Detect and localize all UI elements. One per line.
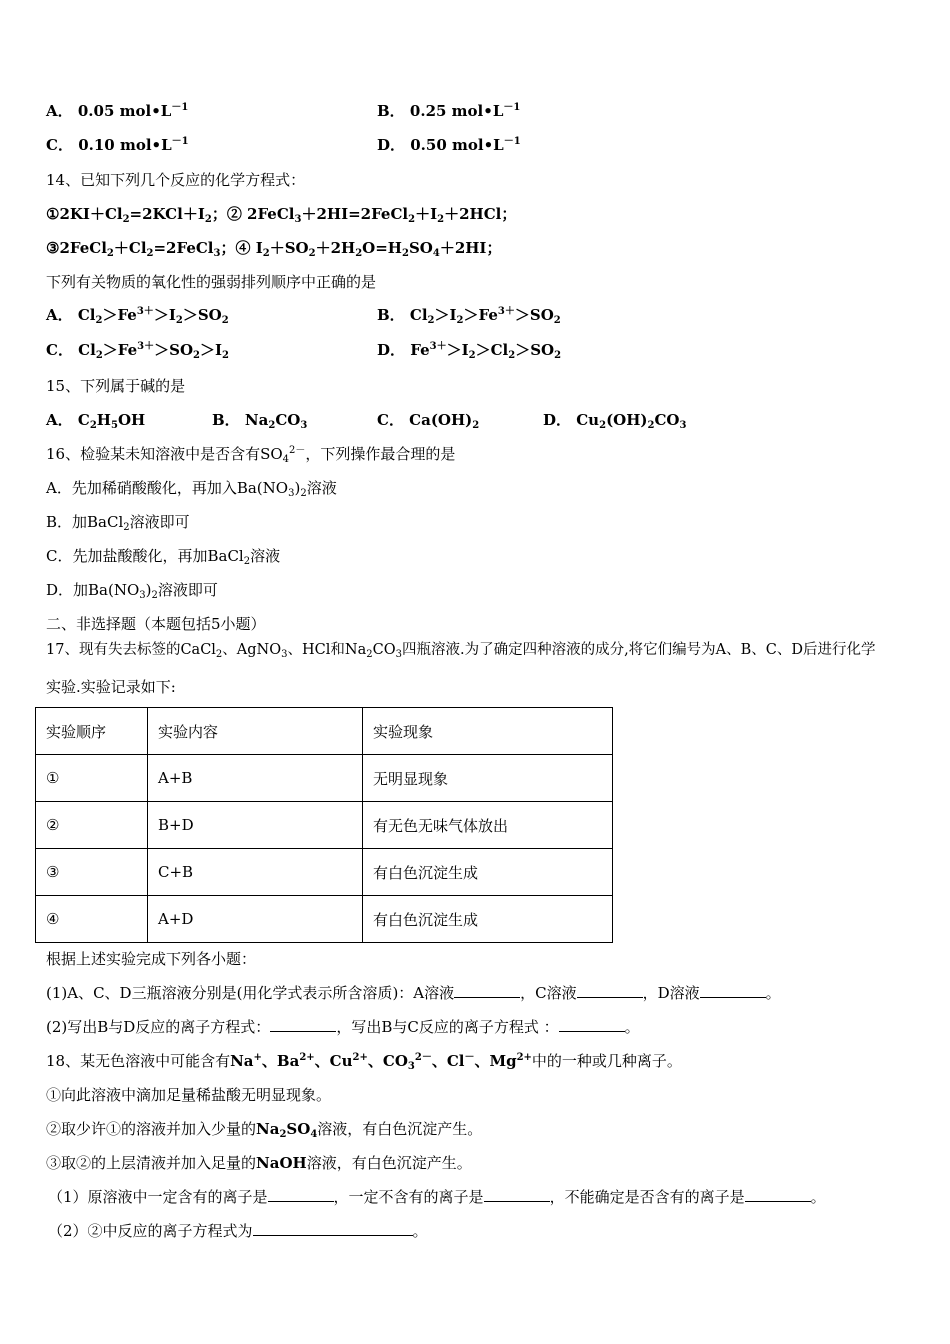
q18-step-2: ②取少许①的溶液并加入少量的$Na_2SO_4$溶液，有白色沉淀产生。 xyxy=(46,1120,483,1140)
experiment-table xyxy=(35,707,613,943)
q17-intro-2: 实验.实验记录如下: xyxy=(46,678,176,696)
answer-blank[interactable] xyxy=(745,1187,811,1202)
q16-option-c: C．先加盐酸酸化，再加BaCl$_2$溶液 xyxy=(46,547,281,567)
q18-stem: 18、某无色溶液中可能含有Na+、$Ba^{2+}$、$Cu^{2+}$、$CO_3^{2-}$、Cl－、$Mg^{2+}$中的一种或几种离子。 xyxy=(46,1052,682,1072)
table-cell: C+B xyxy=(148,849,363,896)
answer-blank[interactable] xyxy=(577,983,643,998)
table-header: 实验顺序 xyxy=(36,708,148,755)
answer-blank[interactable] xyxy=(700,983,766,998)
q15-stem: 15、下列属于碱的是 xyxy=(46,377,186,395)
table-cell: 有白色沉淀生成 xyxy=(363,896,613,943)
q16-option-d: D．加$Ba(NO_3)_2$溶液即可 xyxy=(46,581,218,601)
table-row xyxy=(36,755,613,802)
answer-blank[interactable] xyxy=(270,1017,336,1032)
q15-option-a: A． $C_2H_5OH$ xyxy=(46,411,146,431)
table-cell: ④ xyxy=(36,896,148,943)
q16-option-a: A．先加稀硝酸酸化，再加入$Ba(NO_3)_2$溶液 xyxy=(46,479,337,499)
q15-option-d: D． $Cu_2(OH)_2CO_3$ xyxy=(543,411,687,431)
q17-part-2: (2)写出B与D反应的离子方程式： ，写出B与C反应的离子方程式 ： 。 xyxy=(46,1018,640,1036)
table-header: 实验现象 xyxy=(363,708,613,755)
q13-option-d: D． 0.50 $mol•L^{-1}$ xyxy=(377,136,521,154)
q13-option-b: B． 0.25 $mol•L^{-1}$ xyxy=(377,102,521,120)
table-cell: 有无色无味气体放出 xyxy=(363,802,613,849)
table-cell: A+D xyxy=(148,896,363,943)
q14-reactions-2: $③2FeCl_2+Cl_2=2FeCl_3$；④ $I_2+SO_2+2H_2O=H_2SO_4+2HI$； xyxy=(46,239,502,259)
q14-option-a: A． $Cl_2>Fe^{3+}>I_2>SO_2$ xyxy=(46,306,229,326)
q17-after-table: 根据上述实验完成下列各小题： xyxy=(46,950,257,968)
table-cell: A+B xyxy=(148,755,363,802)
q13-option-a: A． 0.05 $mol•L^{-1}$ xyxy=(46,102,189,120)
q18-step-3: ③取②的上层清液并加入足量的NaOH溶液，有白色沉淀产生。 xyxy=(46,1154,472,1172)
table-cell: 有白色沉淀生成 xyxy=(363,849,613,896)
q18-part-1: （1）原溶液中一定含有的离子是 ，一定不含有的离子是 ，不能确定是否含有的离子是 。 xyxy=(48,1188,826,1206)
q14-ask: 下列有关物质的氧化性的强弱排列顺序中正确的是 xyxy=(46,273,377,291)
q15-option-b: B． $Na_2CO_3$ xyxy=(212,411,308,431)
table-header-row xyxy=(36,708,613,755)
q14-option-b: B． $Cl_2>I_2>Fe^{3+}>SO_2$ xyxy=(377,306,561,326)
answer-blank[interactable] xyxy=(454,983,520,998)
q18-step-1: ①向此溶液中滴加足量稀盐酸无明显现象。 xyxy=(46,1086,332,1104)
q14-option-c: C． $Cl_2>Fe^{3+}>SO_2>I_2$ xyxy=(46,341,229,361)
table-cell: B+D xyxy=(148,802,363,849)
q16-option-b: B．加BaCl$_2$溶液即可 xyxy=(46,513,190,533)
q17-part-1: (1)A、C、D三瓶溶液分别是(用化学式表示所含溶质)：A溶液 ，C溶液 ，D溶液 。 xyxy=(46,984,781,1002)
q14-option-d: D． $Fe^{3+}>I_2>Cl_2>SO_2$ xyxy=(377,341,562,361)
table-header: 实验内容 xyxy=(148,708,363,755)
q13-option-c: C． 0.10 $mol•L^{-1}$ xyxy=(46,136,189,154)
answer-blank[interactable] xyxy=(253,1221,413,1236)
q14-stem: 14、已知下列几个反应的化学方程式： xyxy=(46,171,306,189)
q16-stem: 16、检验某未知溶液中是否含有$SO_4^{2-}$，下列操作最合理的是 xyxy=(46,445,456,465)
table-row xyxy=(36,802,613,849)
q14-reactions-1: $①2KI+Cl_2=2KCl+I_2$；② $2FeCl_3+2HI=2FeCl_2+I_2+2HCl$； xyxy=(46,205,517,225)
table-cell: ③ xyxy=(36,849,148,896)
answer-blank[interactable] xyxy=(268,1187,334,1202)
table-cell: ② xyxy=(36,802,148,849)
section-2-heading: 二、非选择题（本题包括5小题） xyxy=(46,615,266,633)
answer-blank[interactable] xyxy=(559,1017,625,1032)
table-cell: 无明显现象 xyxy=(363,755,613,802)
q15-option-c: C． $Ca(OH)_2$ xyxy=(377,411,480,431)
q18-part-2: （2）②中反应的离子方程式为 。 xyxy=(48,1222,428,1240)
table-cell: ① xyxy=(36,755,148,802)
table-row xyxy=(36,896,613,943)
q17-intro: 17、现有失去标签的CaCl$_2$、AgNO$_3$、HCl和$Na_2CO_3$四瓶溶液.为了确定四种溶液的成分,将它们编号为A、B、C、D后进行化学 xyxy=(46,642,876,660)
table-row xyxy=(36,849,613,896)
answer-blank[interactable] xyxy=(484,1187,550,1202)
